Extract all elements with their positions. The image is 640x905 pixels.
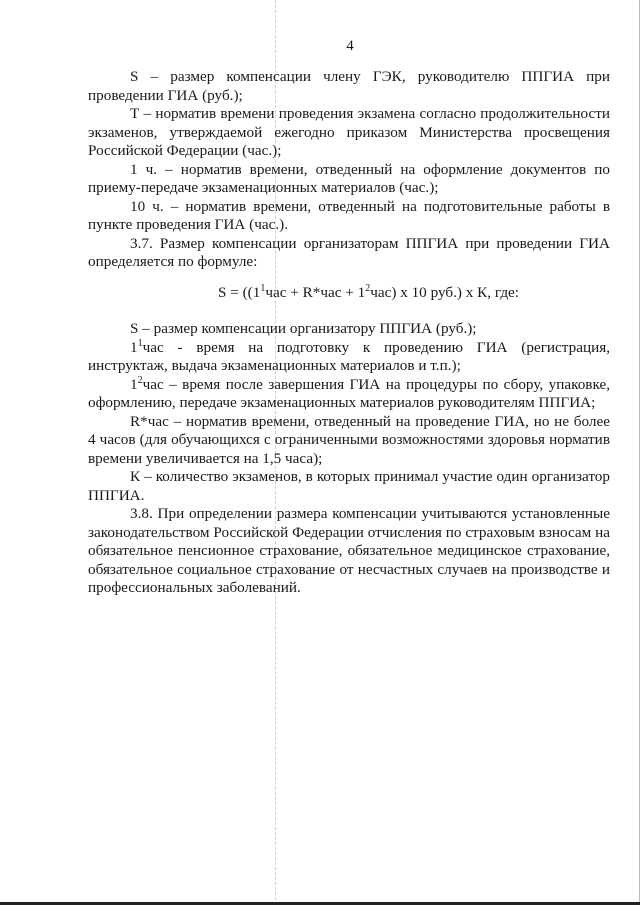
document-body (88, 68, 610, 598)
definition-1-1-hour (88, 339, 610, 376)
paragraph-1h-docs: 1 ч. – норматив времени, отведенный на оформление документов по приему-передаче экзаменационных материалов (час.); (88, 160, 610, 196)
formula-sup-2: 2 (365, 282, 371, 294)
paragraph-10h-prep: 10 ч. – норматив времени, отведенный на подготовительные работы в пункте проведения ГИА (час.). (88, 197, 610, 233)
page-number: 4 (346, 38, 354, 54)
formula-sup-1: 1 (260, 282, 266, 294)
paragraph-s-gek: S – размер компенсации члену ГЭК, руководителю ППГИА при проведении ГИА (руб.); (88, 68, 610, 104)
paragraph-3-8: 3.8. При определении размера компенсации учитываются установленные законодательством Российской Федерации отчисления по страховым взносам на обязательное пенсионное страхование, обязательное медицинское страхование, обязательное социальное страхование от несчастных случаев на производстве и профессиональных заболеваний. (88, 505, 610, 596)
definition-1-2-hour (88, 376, 610, 413)
definition-k: К – количество экзаменов, в которых принимал участие один организатор ППГИА. (88, 468, 610, 504)
formula-part-1: S = ((1 (218, 283, 261, 301)
definition-r-hour: R*час – норматив времени, отведенный на проведение ГИА, но не более 4 часов (для обучающихся с ограниченными возможностями здоровья норматив времени увеличивается на 1,5 часа); (88, 412, 610, 467)
formula-part-3: час) х 10 руб.) х К, где: (370, 283, 520, 301)
definition-1-2-pre: 1 (130, 375, 138, 393)
definition-1-1-text: час - время на подготовку к проведению ГИА (регистрация, инструктаж, выдача экзаменационных материалов и т.п.); (88, 338, 610, 374)
definition-1-1-sup: 1 (137, 337, 143, 349)
definition-1-2-sup: 2 (137, 374, 143, 386)
definition-1-1-pre: 1 (130, 338, 138, 356)
paragraph-3-7: 3.7. Размер компенсации организаторам ППГИА при проведении ГИА определяется по формуле: (88, 234, 610, 270)
paragraph-t-norm: Т – норматив времени проведения экзамена согласно продолжительности экзаменов, утверждаемой ежегодно приказом Министерства просвещения Российской Федерации (час.); (88, 105, 610, 159)
compensation-formula (88, 284, 610, 303)
definition-1-2-text: час – время после завершения ГИА на процедуры по сбору, упаковке, оформлению, передаче экзаменационных материалов руководителям ППГИА; (88, 375, 610, 411)
definition-s: S – размер компенсации организатору ППГИА (руб.); (130, 320, 477, 337)
formula-part-2: час + R*час + 1 (265, 283, 366, 301)
